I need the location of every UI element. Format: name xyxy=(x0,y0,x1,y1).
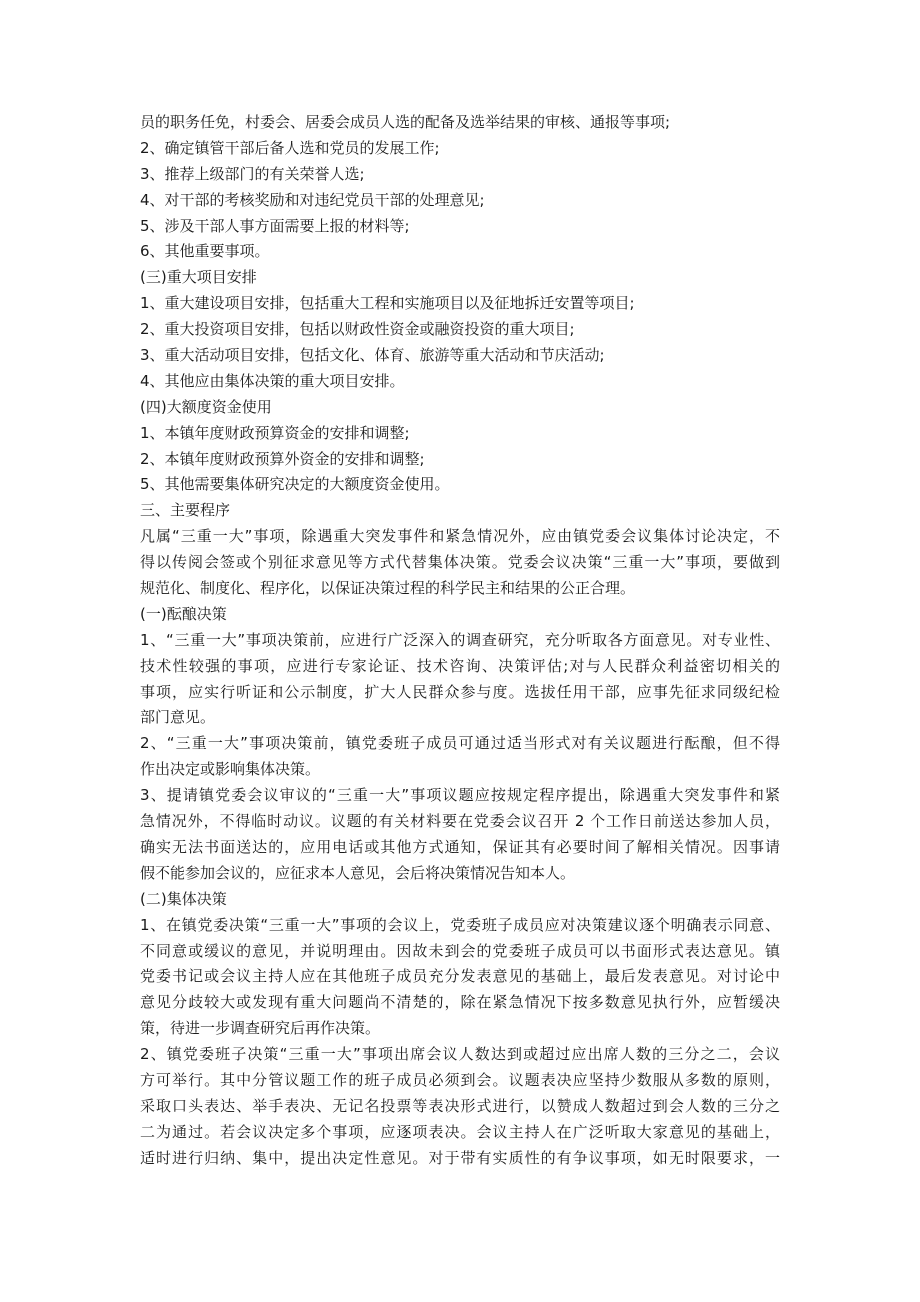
text-line: 1、重大建设项目安排，包括重大工程和实施项目以及征地拆迁安置等项目; xyxy=(140,294,635,313)
text-line: (四)大额度资金使用 xyxy=(140,397,272,416)
text-line: 员的职务任免，村委会、居委会成员人选的配备及选举结果的审核、通报等事项; xyxy=(140,113,671,131)
text-line: 6、其他重要事项。 xyxy=(140,242,270,261)
text-line: 不同意或缓议的意见，并说明理由。因故未到会的党委班子成员可以书面形式表达意见。镇 xyxy=(140,941,780,960)
document-body xyxy=(140,110,780,1172)
text-line: 确实无法书面送达的，应用电话或其他方式通知，保证其有必要时间了解相关情况。因事请 xyxy=(140,837,780,856)
text-line: 得以传阅会签或个别征求意见等方式代替集体决策。党委会议决策“三重一大”事项，要做到 xyxy=(140,553,780,572)
text-line: 1、在镇党委决策“三重一大”事项的会议上，党委班子成员应对决策建议逐个明确表示同意、 xyxy=(140,915,780,934)
text-line: 5、涉及干部人事方面需要上报的材料等; xyxy=(140,216,410,235)
text-line: 策，待进一步调查研究后再作决策。 xyxy=(140,1019,381,1038)
text-line: 2、重大投资项目安排，包括以财政性资金或融资投资的重大项目; xyxy=(140,320,575,339)
text-line: 4、其他应由集体决策的重大项目安排。 xyxy=(140,371,405,390)
text-line: (一)酝酿决策 xyxy=(140,604,227,623)
text-line: (二)集体决策 xyxy=(140,889,227,908)
text-line: (三)重大项目安排 xyxy=(140,268,257,287)
text-line: 部门意见。 xyxy=(140,708,216,727)
text-line: 2、镇党委班子决策“三重一大”事项出席会议人数达到或超过应出席人数的三分之二，会议 xyxy=(140,1045,780,1064)
text-line: 3、提请镇党委会议审议的“三重一大”事项议题应按规定程序提出，除遇重大突发事件和紧 xyxy=(140,786,780,805)
text-line: 采取口头表达、举手表决、无记名投票等表决形式进行，以赞成人数超过到会人数的三分之 xyxy=(140,1096,780,1115)
text-line: 技术性较强的事项，应进行专家论证、技术咨询、决策评估;对与人民群众利益密切相关的 xyxy=(140,656,780,675)
text-line: 1、本镇年度财政预算资金的安排和调整; xyxy=(140,423,410,442)
text-line: 事项，应实行听证和公示制度，扩大人民群众参与度。选拔任用干部，应事先征求同级纪检 xyxy=(140,682,780,701)
text-line: 2、“三重一大”事项决策前，镇党委班子成员可通过适当形式对有关议题进行酝酿，但不得 xyxy=(140,734,780,753)
text-line: 1、“三重一大”事项决策前，应进行广泛深入的调查研究，充分听取各方面意见。对专业性、 xyxy=(140,630,780,649)
text-line: 5、其他需要集体研究决定的大额度资金使用。 xyxy=(140,475,450,494)
text-line: 假不能参加会议的，应征求本人意见，会后将决策情况告知本人。 xyxy=(140,863,576,882)
text-line: 4、对干部的考核奖励和对违纪党员干部的处理意见; xyxy=(140,190,485,209)
text-line: 作出决定或影响集体决策。 xyxy=(140,760,321,779)
text-line: 规范化、制度化、程序化，以保证决策过程的科学民主和结果的公正合理。 xyxy=(140,579,636,598)
text-line: 三、主要程序 xyxy=(140,501,231,520)
text-line: 3、重大活动项目安排，包括文化、体育、旅游等重大活动和节庆活动; xyxy=(140,346,605,365)
text-line: 二为通过。若会议决定多个事项，应逐项表决。会议主持人在广泛听取大家意见的基础上， xyxy=(140,1122,780,1141)
text-line: 凡属“三重一大”事项，除遇重大突发事件和紧急情况外，应由镇党委会议集体讨论决定，不 xyxy=(140,527,780,546)
text-line: 党委书记或会议主持人应在其他班子成员充分发表意见的基础上，最后发表意见。对讨论中 xyxy=(140,967,780,986)
text-line: 方可举行。其中分管议题工作的班子成员必须到会。议题表决应坚持少数服从多数的原则， xyxy=(140,1070,780,1089)
text-line: 2、本镇年度财政预算外资金的安排和调整; xyxy=(140,449,425,468)
text-line: 适时进行归纳、集中，提出决定性意见。对于带有实质性的有争议事项，如无时限要求，一 xyxy=(140,1148,780,1167)
text-line: 意见分歧较大或发现有重大问题尚不清楚的，除在紧急情况下按多数意见执行外，应暂缓决 xyxy=(140,993,780,1012)
text-line: 2、确定镇管干部后备人选和党员的发展工作; xyxy=(140,138,440,157)
text-line: 急情况外，不得临时动议。议题的有关材料要在党委会议召开 2 个工作日前送达参加人员， xyxy=(140,812,780,831)
text-line: 3、推荐上级部门的有关荣誉人选; xyxy=(140,164,365,183)
